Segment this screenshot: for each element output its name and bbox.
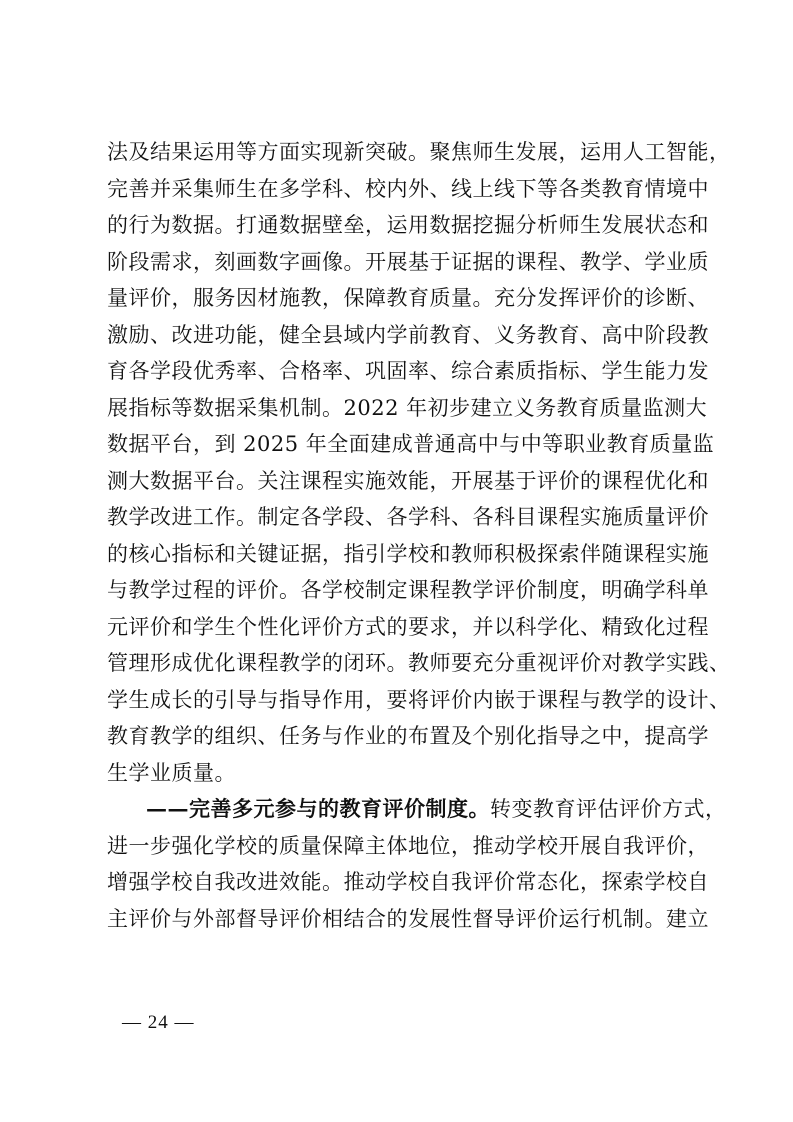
text-line: 数据平台，到 2025 年全面建成普通高中与中等职业教育质量监 xyxy=(107,432,715,456)
text-line: 法及结果运用等方面实现新突破。聚焦师生发展，运用人工智能， xyxy=(107,140,731,164)
text-line: 进一步强化学校的质量保障主体地位，推动学校开展自我评价， xyxy=(107,833,709,858)
text-line: 量评价，服务因材施教，保障教育质量。充分发挥评价的诊断、 xyxy=(107,286,709,310)
text-line: 学生成长的引导与指导作用，要将评价内嵌于课程与教学的设计、 xyxy=(107,687,731,712)
text-line: 教学改进工作。制定各学段、各学科、各科目课程实施质量评价 xyxy=(107,505,709,529)
text-line: 展指标等数据采集机制。2022 年初步建立义务教育质量监测大 xyxy=(107,395,708,420)
text-line: 的核心指标和关键证据，指引学校和教师积极探索伴随课程实施 xyxy=(107,541,709,566)
text-line: 激励、改进功能，健全县域内学前教育、义务教育、高中阶段教 xyxy=(107,322,709,347)
text-line: 主评价与外部督导评价相结合的发展性督导评价运行机制。建立 xyxy=(107,906,709,931)
text-line: 的行为数据。打通数据壁垒，运用数据挖掘分析师生发展状态和 xyxy=(107,213,709,237)
page-number: — 24 — xyxy=(122,1012,195,1033)
text-line: 元评价和学生个性化评价方式的要求，并以科学化、精致化过程 xyxy=(107,614,709,639)
paragraph-heading-rest: 转变教育评估评价方式， xyxy=(490,797,727,821)
text-line: 测大数据平台。关注课程实施效能，开展基于评价的课程优化和 xyxy=(107,468,709,493)
text-line: 管理形成优化课程教学的闭环。教师要充分重视评价对教学实践、 xyxy=(107,651,731,675)
paragraph-heading: ——完善多元参与的教育评价制度。 xyxy=(146,796,490,821)
text-line: 教育教学的组织、任务与作业的布置及个别化指导之中，提高学 xyxy=(107,724,709,748)
text-line: 育各学段优秀率、合格率、巩固率、综合素质指标、学生能力发 xyxy=(107,359,709,383)
text-line: 阶段需求，刻画数字画像。开展基于证据的课程、教学、学业质 xyxy=(107,249,709,274)
text-line: 增强学校自我改进效能。推动学校自我评价常态化，探索学校自 xyxy=(107,870,709,894)
text-line: 完善并采集师生在多学科、校内外、线上线下等各类教育情境中 xyxy=(107,176,709,201)
text-line: 生学业质量。 xyxy=(107,760,236,785)
paragraph-first-line xyxy=(107,791,727,828)
text-line: 与教学过程的评价。各学校制定课程教学评价制度，明确学科单 xyxy=(107,578,709,602)
document-body xyxy=(107,134,731,937)
